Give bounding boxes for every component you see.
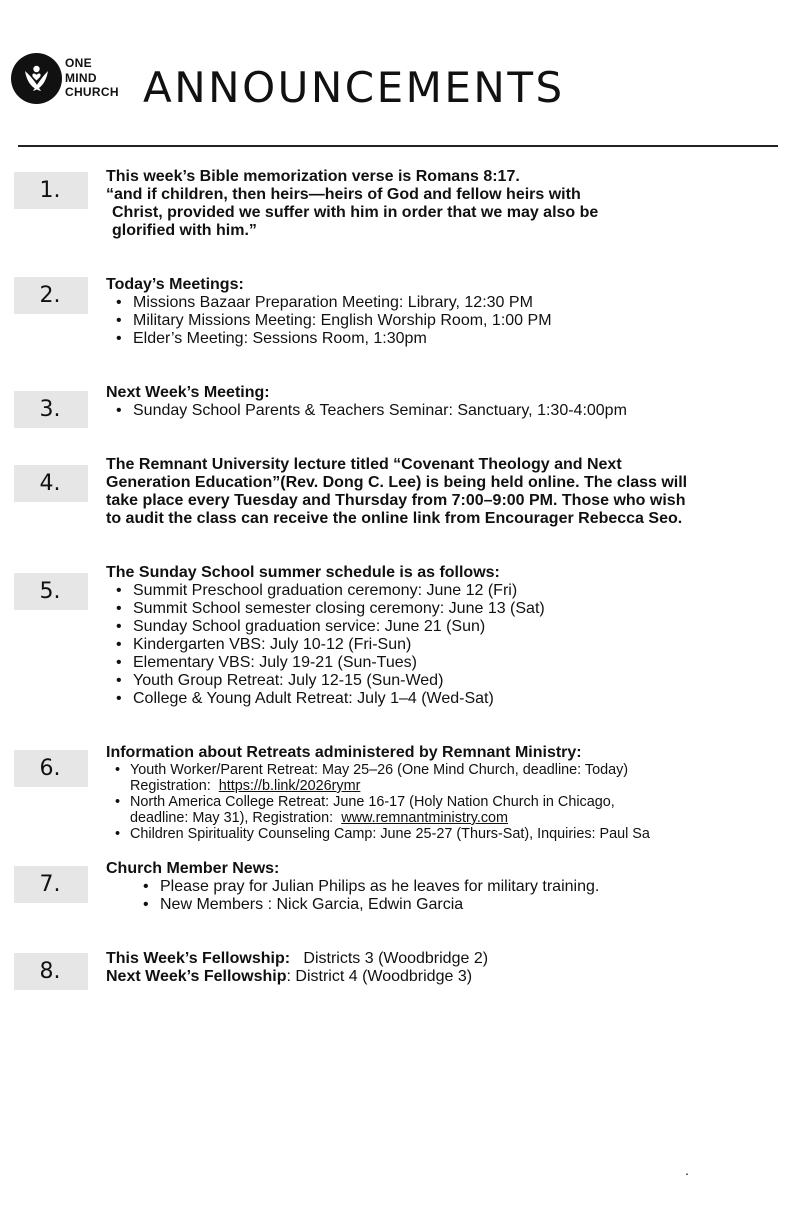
item-number-2: 2. bbox=[14, 277, 88, 314]
item-number-3: 3. bbox=[14, 391, 88, 428]
item-number-4: 4. bbox=[14, 465, 88, 502]
list-item: • Youth Group Retreat: July 12-15 (Sun-Wed) bbox=[106, 672, 776, 690]
announcement-7: Church Member News: • Please pray for Julian Philips as he leaves for military training. • New Members : Nick Garcia, Edwin Garcia bbox=[106, 860, 776, 914]
list-item: • Missions Bazaar Preparation Meeting: Library, 12:30 PM bbox=[106, 294, 776, 312]
list-item: • Children Spirituality Counseling Camp: June 25-27 (Thurs-Sat), Inquiries: Paul Sa bbox=[106, 826, 776, 842]
logo-wordmark: ONE MIND CHURCH bbox=[65, 56, 119, 99]
logo-mark-icon bbox=[11, 53, 62, 104]
announcement-1: This week’s Bible memorization verse is Romans 8:17. “and if children, then heirs—heirs of God and fellow heirs with Christ, provided we suffer with him in order that we may also be glorified with him.” bbox=[106, 168, 599, 239]
announcement-5: The Sunday School summer schedule is as follows: • Summit Preschool graduation ceremony: June 12 (Fri) • Summit School semester closing ceremony: June 13 (Sat) • Sunday School graduation service: June 21 (Sun) • Kindergarten VBS: July 10-12 (Fri-Sun) • Elementary VBS: July 19-21 (Sun-Tues) • Youth Group Retreat: July 12-15 (Sun-Wed) • College & Young Adult Retreat: July 1–4 (Wed-Sat) bbox=[106, 564, 776, 708]
footer-dot: . bbox=[685, 1162, 689, 1178]
church-logo bbox=[11, 53, 131, 105]
list-item: • Elementary VBS: July 19-21 (Sun-Tues) bbox=[106, 654, 776, 672]
registration-link[interactable]: https://b.link/2026rymr bbox=[218, 778, 361, 794]
announcement-4: The Remnant University lecture titled “Covenant Theology and Next Generation Education”(Rev. Dong C. Lee) is being held online. The class will take place every Tuesday and Thursday from 7:00–9:00 PM. Those who wish to audit the class can receive the online link from Encourager Rebecca Seo. bbox=[106, 456, 688, 527]
list-item: • Kindergarten VBS: July 10-12 (Fri-Sun) bbox=[106, 636, 776, 654]
item-number-7: 7. bbox=[14, 866, 88, 903]
list-item: • Summit School semester closing ceremony: June 13 (Sat) bbox=[106, 600, 776, 618]
list-item: • Youth Worker/Parent Retreat: May 25–26 (One Mind Church, deadline: Today) bbox=[106, 762, 776, 778]
list-item: • Elder’s Meeting: Sessions Room, 1:30pm bbox=[106, 330, 776, 348]
website-link[interactable]: www.remnantministry.com bbox=[341, 810, 509, 826]
list-item: • Sunday School graduation service: June 21 (Sun) bbox=[106, 618, 776, 636]
list-item: • College & Young Adult Retreat: July 1–4 (Wed-Sat) bbox=[106, 690, 776, 708]
item-number-5: 5. bbox=[14, 573, 88, 610]
list-item: • Please pray for Julian Philips as he leaves for military training. bbox=[106, 878, 776, 896]
list-item: • North America College Retreat: June 16-17 (Holy Nation Church in Chicago, bbox=[106, 794, 776, 810]
item-number-1: 1. bbox=[14, 172, 88, 209]
announcement-6: Information about Retreats administered by Remnant Ministry: • Youth Worker/Parent Retreat: May 25–26 (One Mind Church, deadline: Today) Registration: https://b.link/2026rymr • North America College Retreat: June 16-17 (Holy Nation Church in Chicago, deadline: May 31), Registration: www.remnantministry.com • Children Spirituality Counseling Camp: June 25-27 (Thurs-Sat), Inquiries: Paul Sa bbox=[106, 744, 776, 842]
list-item: • Sunday School Parents & Teachers Seminar: Sanctuary, 1:30-4:00pm bbox=[106, 402, 776, 420]
announcement-3: Next Week’s Meeting: • Sunday School Parents & Teachers Seminar: Sanctuary, 1:30-4:00pm bbox=[106, 384, 776, 420]
announcement-8: This Week’s Fellowship: Districts 3 (Woodbridge 2) Next Week’s Fellowship: District 4 (Woodbridge 3) bbox=[106, 950, 489, 985]
list-item: • Summit Preschool graduation ceremony: June 12 (Fri) bbox=[106, 582, 776, 600]
announcement-2: Today’s Meetings: • Missions Bazaar Preparation Meeting: Library, 12:30 PM • Military Missions Meeting: English Worship Room, 1:00 PM • Elder’s Meeting: Sessions Room, 1:30pm bbox=[106, 276, 776, 348]
list-item: • Military Missions Meeting: English Worship Room, 1:00 PM bbox=[106, 312, 776, 330]
item-number-8: 8. bbox=[14, 953, 88, 990]
page-title: ANNOUNCEMENTS bbox=[143, 63, 565, 112]
divider bbox=[18, 145, 778, 147]
list-item: • New Members : Nick Garcia, Edwin Garcia bbox=[106, 896, 776, 914]
item-number-6: 6. bbox=[14, 750, 88, 787]
